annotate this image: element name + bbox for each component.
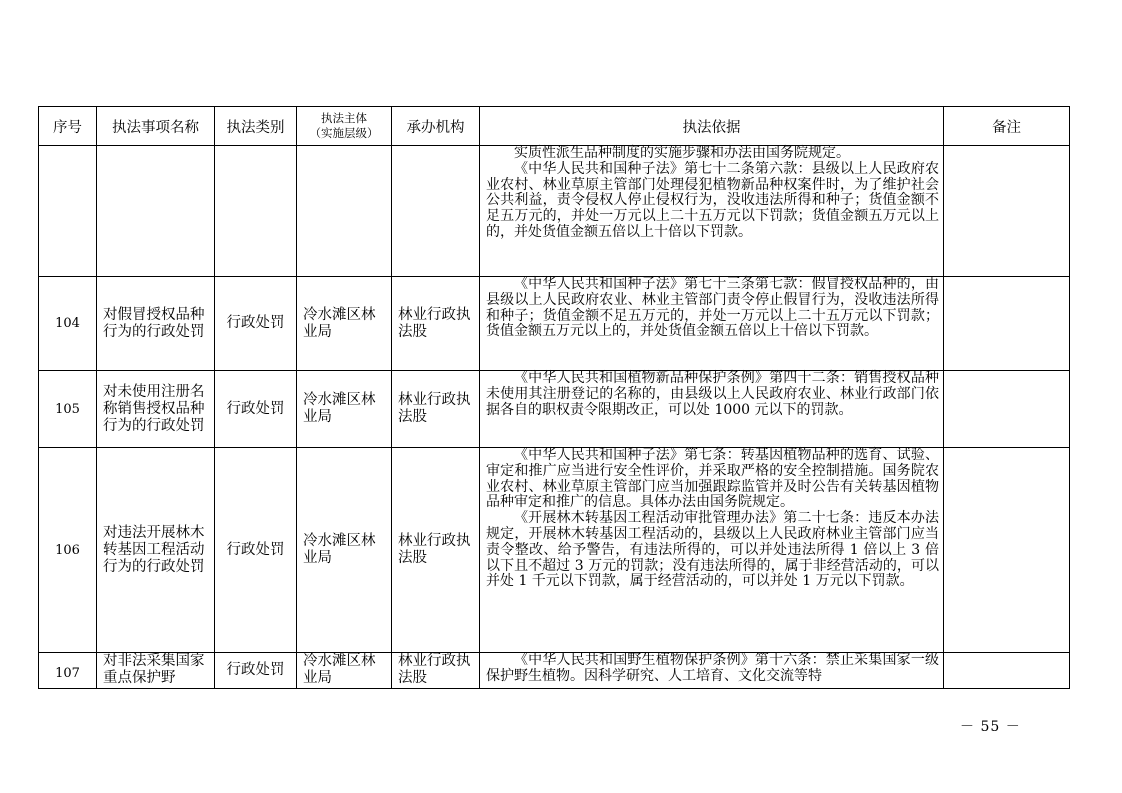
cell-body — [297, 146, 392, 277]
cell-org-text: 林业行政执法股 — [398, 653, 471, 686]
cell-no: 105 — [39, 371, 97, 448]
cell-name: 对违法开展林木转基因工程活动行为的行政处罚 — [97, 448, 215, 653]
header-body — [297, 107, 392, 146]
cell-category: 行政处罚 — [215, 277, 297, 371]
table-row — [39, 371, 1070, 448]
cell-category: 行政处罚 — [215, 371, 297, 448]
cell-remark — [944, 371, 1070, 448]
table-row — [39, 653, 1070, 689]
basis-paragraph: 《开展林木转基因工程活动审批管理办法》第二十七条：违反本办法规定，开展林木转基因工程活动的，县级以上人民政府林业主管部门应当责令整改、给予警告，有违法所得的，可以并处违法所得 1 倍以上 3 倍以下且不超过 3 万元的罚款；没有违法所得的，属于非经营活动的，可以并处 1 千元以下罚款，属于经营活动的，可以并处 1 万元以下罚款。 — [486, 510, 939, 590]
cell-remark — [944, 146, 1070, 277]
cell-name: 对未使用注册名称销售授权品种行为的行政处罚 — [97, 371, 215, 448]
cell-org — [392, 653, 480, 689]
basis-paragraph: 实质性派生品种制度的实施步骤和办法由国务院规定。 — [514, 145, 850, 161]
header-body-line2: （实施层级） — [309, 126, 379, 140]
basis-paragraph: 《中华人民共和国种子法》第七十三条第七款：假冒授权品种的，由县级以上人民政府农业、林业主管部门责令停止假冒行为，没收违法所得和种子；货值金额不足五万元的，并处一万元以上二十五万元以下罚款；货值金额五万元以上的，并处货值金额五倍以上十倍以下罚款。 — [486, 276, 939, 340]
header-category: 执法类别 — [215, 107, 297, 146]
table-header-row — [39, 107, 1070, 146]
cell-no: 106 — [39, 448, 97, 653]
cell-no — [39, 146, 97, 277]
basis-paragraph: 《中华人民共和国野生植物保护条例》第十六条：禁止采集国家一级保护野生植物。因科学研究、人工培育、文化交流等特 — [486, 653, 939, 684]
table-row — [39, 448, 1070, 653]
header-org: 承办机构 — [392, 107, 480, 146]
cell-org — [392, 146, 480, 277]
cell-body: 冷水滩区林业局 — [297, 448, 392, 653]
cell-basis — [480, 277, 944, 371]
cell-category — [215, 146, 297, 277]
cell-basis — [480, 146, 944, 277]
cell-basis — [480, 371, 944, 448]
header-body-line1: 执法主体 — [321, 111, 367, 125]
basis-paragraph: 《中华人民共和国种子法》第七十二条第六款：县级以上人民政府农业农村、林业草原主管部门处理侵犯植物新品种权案件时，为了维护社会公共利益，责令侵权人停止侵权行为，没收违法所得和种子；货值金额不足五万元的，并处一万元以上二十五万元以下罚款；货值金额五万元以上的，并处货值金额五倍以上十倍以下罚款。 — [486, 160, 939, 240]
cell-body — [297, 653, 392, 689]
table-row — [39, 146, 1070, 277]
cell-remark — [944, 277, 1070, 371]
page-number: － 55 － — [960, 719, 1021, 735]
cell-basis-clip — [486, 653, 939, 687]
enforcement-table-container — [38, 106, 1069, 689]
cell-name — [97, 146, 215, 277]
cell-basis — [480, 653, 944, 689]
cell-category: 行政处罚 — [215, 448, 297, 653]
cell-basis — [480, 448, 944, 653]
cell-no: 104 — [39, 277, 97, 371]
enforcement-table — [38, 106, 1070, 689]
cell-category: 行政处罚 — [215, 653, 297, 689]
cell-org: 林业行政执法股 — [392, 448, 480, 653]
cell-remark — [944, 653, 1070, 689]
header-basis: 执法依据 — [480, 107, 944, 146]
cell-name: 对假冒授权品种行为的行政处罚 — [97, 277, 215, 371]
header-remark: 备注 — [944, 107, 1070, 146]
cell-org: 林业行政执法股 — [392, 371, 480, 448]
cell-remark — [944, 448, 1070, 653]
basis-paragraph: 《中华人民共和国种子法》第七条：转基因植物品种的选育、试验、审定和推广应当进行安全性评价，并采取严格的安全控制措施。国务院农业农村、林业草原主管部门应当加强跟踪监管并及时公告有关转基因植物品种审定和推广的信息。具体办法由国务院规定。 — [486, 447, 939, 511]
cell-body-text: 冷水滩区林业局 — [303, 653, 376, 686]
header-name: 执法事项名称 — [97, 107, 215, 146]
cell-body: 冷水滩区林业局 — [297, 277, 392, 371]
cell-body: 冷水滩区林业局 — [297, 371, 392, 448]
header-no: 序号 — [39, 107, 97, 146]
cell-org: 林业行政执法股 — [392, 277, 480, 371]
table-row — [39, 277, 1070, 371]
cell-name-text: 对非法采集国家重点保护野 — [103, 653, 205, 686]
basis-paragraph: 《中华人民共和国植物新品种保护条例》第四十二条：销售授权品种未使用其注册登记的名称的，由县级以上人民政府农业、林业行政部门依据各自的职权责令限期改正，可以处 1000 元以下的罚款。 — [486, 370, 939, 418]
cell-name — [97, 653, 215, 689]
cell-no: 107 — [39, 653, 97, 689]
